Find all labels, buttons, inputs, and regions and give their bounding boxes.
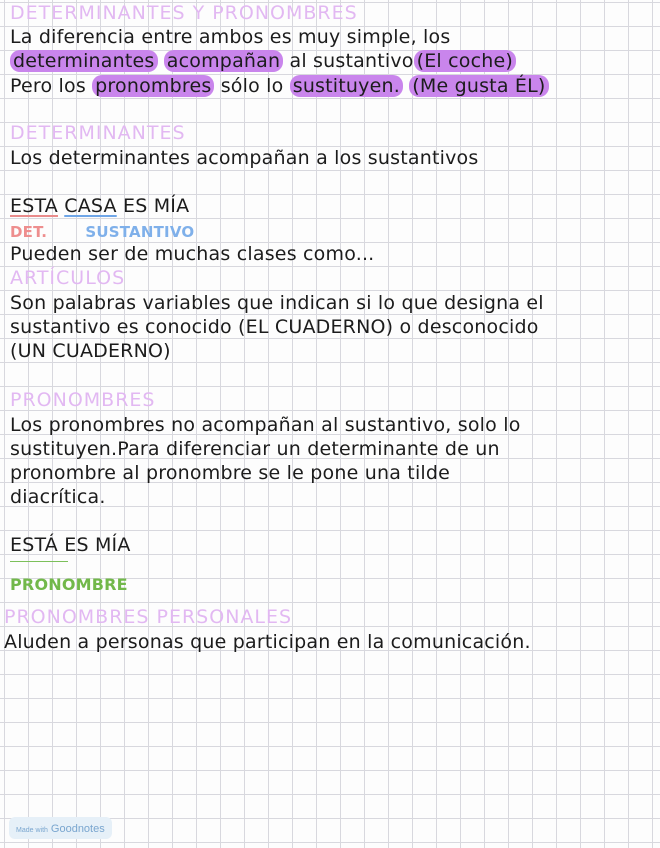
intro-line-3 xyxy=(10,74,549,98)
heading-pronombres: PRONOMBRES xyxy=(10,389,156,411)
intro-line-3-a: Pero los xyxy=(10,75,93,97)
articulos-line-2: sustantivo es conocido (EL CUADERNO) o desconocido xyxy=(10,316,539,338)
determinantes-line-2: Pueden ser de muchas clases como... xyxy=(10,243,375,265)
example-word-es-mia-2: ES MÍA xyxy=(64,534,131,556)
example-label-pronombre xyxy=(10,572,128,597)
label-pronombre: PRONOMBRE xyxy=(10,575,128,594)
personales-line-1: Aluden a personas que participan en la comunicación. xyxy=(4,631,531,653)
label-det: DET. xyxy=(10,223,48,241)
example-esta-es-mia xyxy=(10,533,131,557)
intro-line-1: La diferencia entre ambos es muy simple, los xyxy=(10,26,451,48)
example-word-esta: ESTA xyxy=(10,195,58,217)
pronombres-line-2: sustituyen.Para diferenciar un determinante de un xyxy=(10,438,500,460)
highlight-pronombres: pronombres xyxy=(92,75,214,97)
pronombres-line-4: diacrítica. xyxy=(10,486,106,508)
highlight-el-coche: (El coche) xyxy=(414,50,516,72)
intro-line-2 xyxy=(10,49,516,73)
example-word-es-mia: ES MÍA xyxy=(122,195,190,217)
heading-determinantes: DETERMINANTES xyxy=(10,122,186,144)
heading-pronombres-personales: PRONOMBRES PERSONALES xyxy=(4,606,293,628)
badge-made-with: Made with xyxy=(16,827,48,834)
goodnotes-badge xyxy=(9,817,112,839)
label-sustantivo: SUSTANTIVO xyxy=(85,223,195,241)
pronombre-underline xyxy=(10,561,68,562)
highlight-sustituyen: sustituyen. xyxy=(290,75,403,97)
determinantes-line-1: Los determinantes acompañan a los sustantivos xyxy=(10,147,479,169)
example-word-casa: CASA xyxy=(64,195,117,217)
pronombres-line-3: pronombre al pronombre se le pone una tilde xyxy=(10,462,451,484)
highlight-determinantes: determinantes xyxy=(10,50,158,72)
articulos-line-1: Son palabras variables que indican si lo que designa el xyxy=(10,292,544,314)
main-title: DETERMINANTES Y PRONOMBRES xyxy=(10,2,358,24)
intro-line-2-text: al sustantivo xyxy=(283,50,414,72)
highlight-acompanan: acompañan xyxy=(164,50,283,72)
example-esta-casa xyxy=(10,194,189,218)
intro-line-3-b: sólo lo xyxy=(214,75,290,97)
pronombres-line-1: Los pronombres no acompañan al sustantivo, solo lo xyxy=(10,414,521,436)
badge-brand: Goodnotes xyxy=(50,823,105,835)
articulos-line-3: (UN CUADERNO) xyxy=(10,340,171,362)
highlight-me-gusta-el: (Me gusta ÉL) xyxy=(409,75,548,97)
example-labels xyxy=(10,219,194,244)
heading-articulos: ARTÍCULOS xyxy=(10,267,126,289)
example-word-esta-tilde: ESTÁ xyxy=(10,534,58,556)
